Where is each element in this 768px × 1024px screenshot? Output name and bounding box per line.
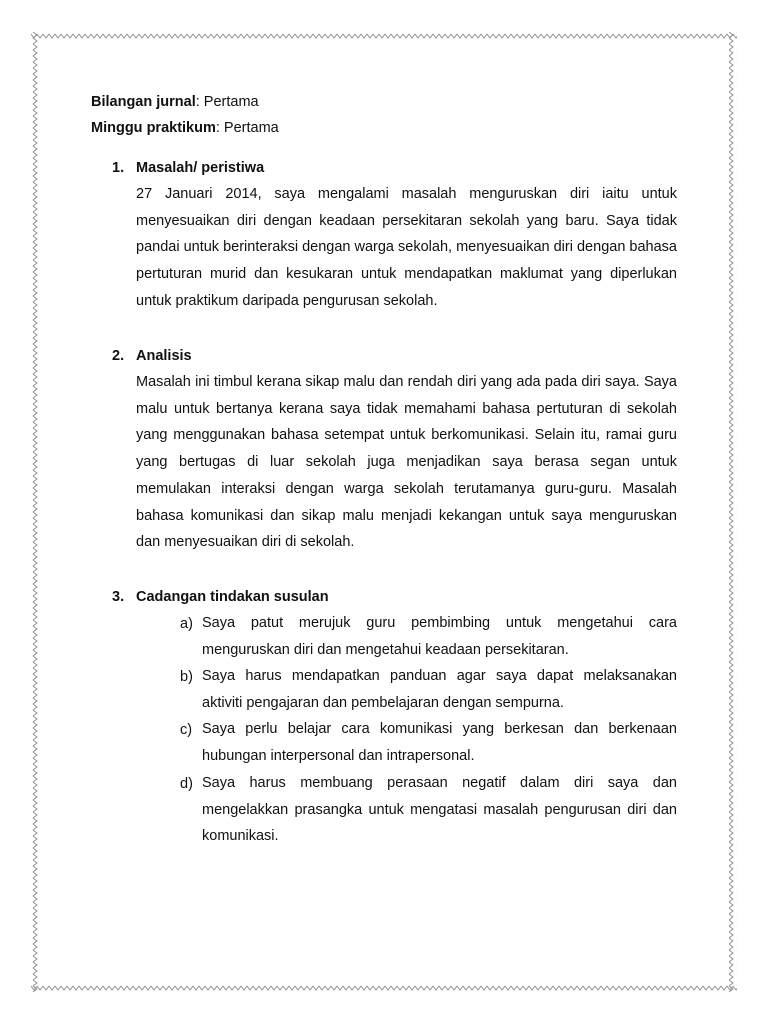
suggestion-item-text: Saya patut merujuk guru pembimbing untuk mengetahui cara menguruskan diri dan mengetahui keadaan persekitaran. <box>202 615 677 658</box>
journal-number-label: Bilangan jurnal <box>91 94 196 110</box>
section-2-number: 2. <box>112 348 125 364</box>
suggestion-item-label: c) <box>180 722 193 738</box>
suggestion-item-label: d) <box>180 776 193 792</box>
suggestion-item-text: Saya perlu belajar cara komunikasi yang berkesan dan berkenaan hubungan interpersonal dan intrapersonal. <box>202 721 677 764</box>
practicum-week-line <box>91 115 279 141</box>
section-1-number: 1. <box>112 160 125 176</box>
practicum-week-value: : Pertama <box>215 120 279 136</box>
suggestion-item-label: b) <box>180 669 193 685</box>
section-1-title: Masalah/ peristiwa <box>136 160 265 176</box>
section-3-number: 3. <box>112 589 125 605</box>
section-3-title: Cadangan tindakan susulan <box>136 589 329 605</box>
suggestion-item-label: a) <box>180 616 193 632</box>
suggestion-item-text: Saya harus membuang perasaan negatif dalam diri saya dan mengelakkan prasangka untuk mengatasi masalah pengurusan diri dan komunikasi. <box>202 775 677 845</box>
section-2-title: Analisis <box>136 348 192 364</box>
practicum-week-label: Minggu praktikum <box>91 120 216 136</box>
journal-number-line <box>91 89 259 115</box>
suggestion-item-text: Saya harus mendapatkan panduan agar saya dapat melaksanakan aktiviti pengajaran dan pembelajaran dengan sempurna. <box>202 668 677 711</box>
journal-number-value: : Pertama <box>195 94 259 110</box>
section-1-paragraph: 27 Januari 2014, saya mengalami masalah menguruskan diri iaitu untuk menyesuaikan diri dengan keadaan persekitaran sekolah yang baru. Saya tidak pandai untuk berinteraksi dengan warga sekolah, menyesuaikan diri dengan bahasa pertuturan murid dan kesukaran untuk mendapatkan maklumat yang diperlukan untuk praktikum daripada pengurusan sekolah. <box>136 186 677 309</box>
section-2-paragraph: Masalah ini timbul kerana sikap malu dan rendah diri yang ada pada diri saya. Saya malu untuk bertanya kerana saya tidak memahami bahasa pertuturan di sekolah yang menggunakan bahasa setempat untuk berkomunikasi. Selain itu, ramai guru yang bertugas di luar sekolah juga menjadikan saya berasa segan untuk memulakan interaksi dengan warga sekolah terutamanya guru-guru. Masalah bahasa komunikasi dan sikap malu menjadi kekangan untuk saya menguruskan dan menyesuaikan diri di sekolah. <box>136 374 677 551</box>
